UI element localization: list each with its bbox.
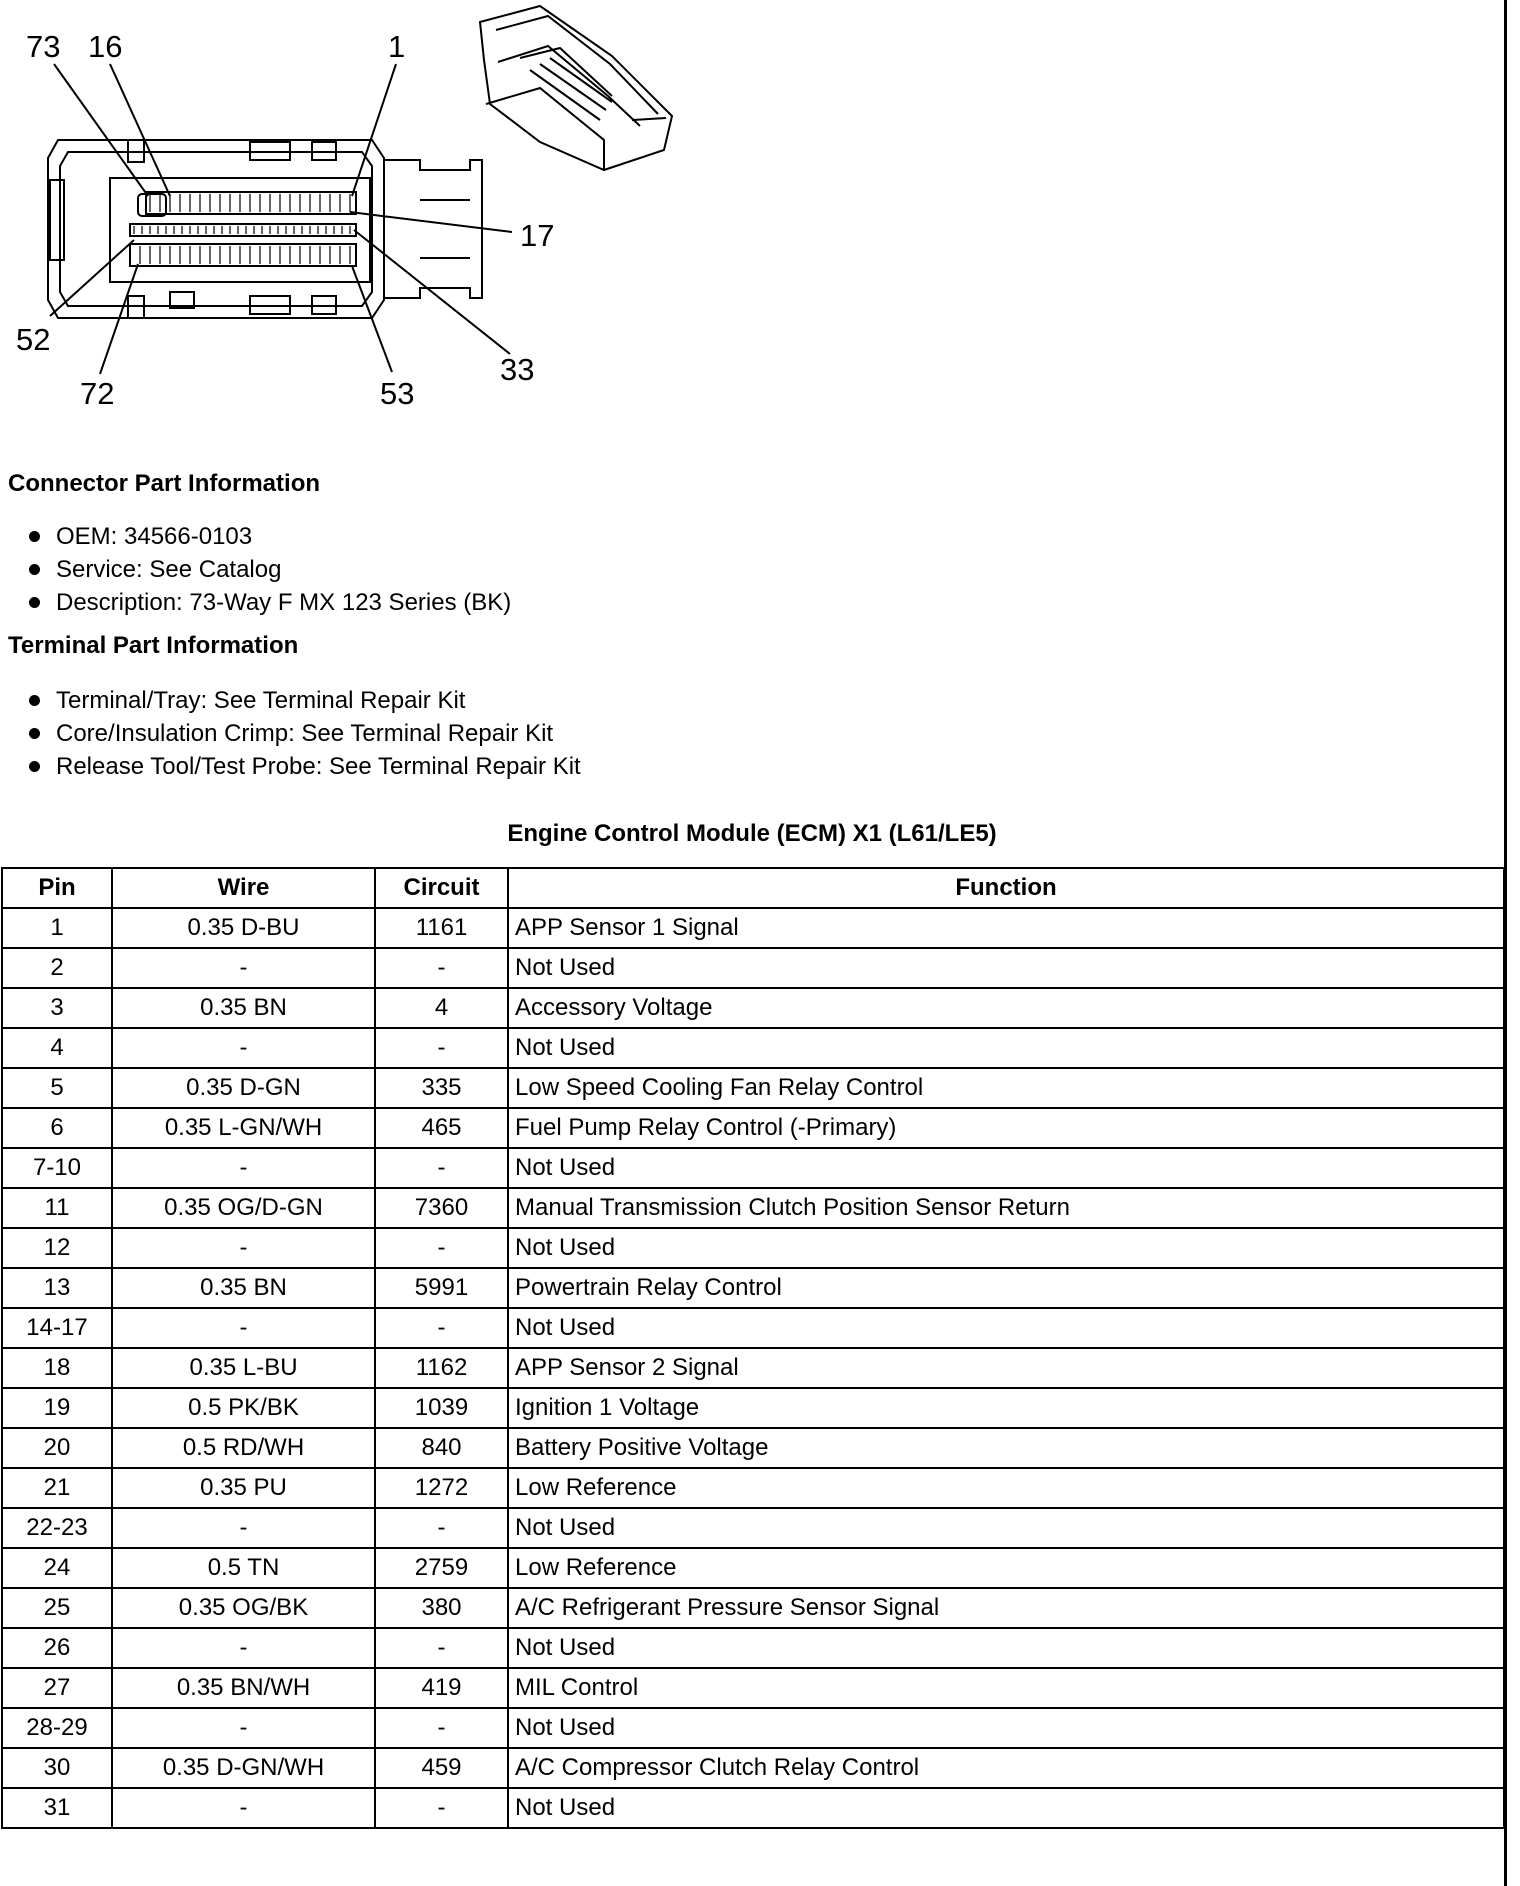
cell-function: Not Used [508, 1028, 1504, 1068]
table-row [2, 1148, 1504, 1188]
callout-53: 53 [380, 376, 415, 411]
cell-wire: 0.35 OG/BK [112, 1588, 375, 1628]
table-row [2, 1268, 1504, 1308]
cell-wire: 0.5 RD/WH [112, 1428, 375, 1468]
cell-circuit: 7360 [375, 1188, 508, 1228]
cell-function: A/C Compressor Clutch Relay Control [508, 1748, 1504, 1788]
table-row [2, 1548, 1504, 1588]
cell-circuit: - [375, 1628, 508, 1668]
terminal-info-list [24, 684, 581, 783]
table-row [2, 1428, 1504, 1468]
table-row [2, 1628, 1504, 1668]
cell-pin: 4 [2, 1028, 112, 1068]
connector-info-service: Service: See Catalog [24, 553, 511, 586]
cell-wire: - [112, 1228, 375, 1268]
header-pin: Pin [2, 868, 112, 908]
cell-wire: - [112, 1308, 375, 1348]
connector-drawing [0, 0, 700, 430]
cell-function: Not Used [508, 1308, 1504, 1348]
cell-wire: 0.35 BN/WH [112, 1668, 375, 1708]
cell-pin: 20 [2, 1428, 112, 1468]
connector-info-description: Description: 73-Way F MX 123 Series (BK) [24, 586, 511, 619]
cell-circuit: 1162 [375, 1348, 508, 1388]
cell-pin: 30 [2, 1748, 112, 1788]
table-row [2, 988, 1504, 1028]
cell-circuit: 380 [375, 1588, 508, 1628]
table-title: Engine Control Module (ECM) X1 (L61/LE5) [507, 820, 997, 847]
table-row [2, 1788, 1504, 1828]
cell-function: Not Used [508, 948, 1504, 988]
cell-circuit: 459 [375, 1748, 508, 1788]
header-wire: Wire [112, 868, 375, 908]
table-row [2, 1708, 1504, 1748]
leader-lines [50, 64, 512, 374]
cell-pin: 3 [2, 988, 112, 1028]
cell-wire: - [112, 1788, 375, 1828]
cell-wire: - [112, 1628, 375, 1668]
cell-circuit: 4 [375, 988, 508, 1028]
cell-wire: 0.35 L-GN/WH [112, 1108, 375, 1148]
cell-function: Not Used [508, 1148, 1504, 1188]
cell-circuit: - [375, 1708, 508, 1748]
table-row [2, 1588, 1504, 1628]
connector-info-title: Connector Part Information [8, 470, 321, 497]
terminal-info-release-tool: Release Tool/Test Probe: See Terminal Repair Kit [24, 750, 581, 783]
cell-wire: 0.35 D-GN/WH [112, 1748, 375, 1788]
cell-pin: 1 [2, 908, 112, 948]
cell-function: Accessory Voltage [508, 988, 1504, 1028]
cell-circuit: - [375, 1028, 508, 1068]
cell-circuit: 1161 [375, 908, 508, 948]
callout-52: 52 [16, 322, 51, 357]
cell-function: Ignition 1 Voltage [508, 1388, 1504, 1428]
table-row [2, 1508, 1504, 1548]
cell-circuit: 1039 [375, 1388, 508, 1428]
callout-73: 73 [26, 29, 61, 64]
cell-pin: 22-23 [2, 1508, 112, 1548]
cell-function: Battery Positive Voltage [508, 1428, 1504, 1468]
cell-function: Not Used [508, 1508, 1504, 1548]
cell-function: Fuel Pump Relay Control (-Primary) [508, 1108, 1504, 1148]
header-function: Function [508, 868, 1504, 908]
cell-circuit: - [375, 948, 508, 988]
cell-function: Low Speed Cooling Fan Relay Control [508, 1068, 1504, 1108]
cell-circuit: - [375, 1508, 508, 1548]
cell-pin: 26 [2, 1628, 112, 1668]
cell-function: Not Used [508, 1788, 1504, 1828]
cell-circuit: - [375, 1308, 508, 1348]
cell-pin: 27 [2, 1668, 112, 1708]
cell-wire: - [112, 1148, 375, 1188]
table-row [2, 1468, 1504, 1508]
callout-16: 16 [88, 29, 123, 64]
table-row [2, 908, 1504, 948]
cell-wire: - [112, 1708, 375, 1748]
pinout-table [1, 867, 1505, 1829]
table-row [2, 1348, 1504, 1388]
callout-1: 1 [388, 29, 406, 64]
cell-pin: 25 [2, 1588, 112, 1628]
cell-wire: 0.5 PK/BK [112, 1388, 375, 1428]
cell-wire: - [112, 1028, 375, 1068]
cell-wire: 0.35 D-BU [112, 908, 375, 948]
cell-pin: 7-10 [2, 1148, 112, 1188]
callout-33: 33 [500, 352, 535, 387]
table-row [2, 1228, 1504, 1268]
cell-function: APP Sensor 1 Signal [508, 908, 1504, 948]
cell-circuit: 419 [375, 1668, 508, 1708]
cell-wire: 0.5 TN [112, 1548, 375, 1588]
terminal-info-crimp: Core/Insulation Crimp: See Terminal Repair Kit [24, 717, 581, 750]
cell-circuit: 5991 [375, 1268, 508, 1308]
cell-wire: 0.35 D-GN [112, 1068, 375, 1108]
cell-wire: 0.35 BN [112, 1268, 375, 1308]
callout-72: 72 [80, 376, 115, 411]
cell-pin: 28-29 [2, 1708, 112, 1748]
cell-circuit: 2759 [375, 1548, 508, 1588]
cell-wire: 0.35 OG/D-GN [112, 1188, 375, 1228]
table-row [2, 1188, 1504, 1228]
cell-pin: 13 [2, 1268, 112, 1308]
connector-info-list [24, 520, 511, 619]
cell-pin: 2 [2, 948, 112, 988]
cell-function: MIL Control [508, 1668, 1504, 1708]
cell-circuit: - [375, 1228, 508, 1268]
table-row [2, 1068, 1504, 1108]
cell-pin: 21 [2, 1468, 112, 1508]
callout-17: 17 [520, 218, 555, 253]
cell-function: Not Used [508, 1628, 1504, 1668]
connector-info-oem: OEM: 34566-0103 [24, 520, 511, 553]
connector-illustration [0, 0, 700, 430]
connector-inset [480, 6, 672, 170]
table-row [2, 1388, 1504, 1428]
cell-pin: 11 [2, 1188, 112, 1228]
cell-function: Powertrain Relay Control [508, 1268, 1504, 1308]
cell-pin: 18 [2, 1348, 112, 1388]
table-header-row [2, 868, 1504, 908]
cell-function: Low Reference [508, 1548, 1504, 1588]
table-row [2, 1028, 1504, 1068]
table-row [2, 1108, 1504, 1148]
header-circuit: Circuit [375, 868, 508, 908]
cell-pin: 24 [2, 1548, 112, 1588]
cell-pin: 19 [2, 1388, 112, 1428]
cell-circuit: 335 [375, 1068, 508, 1108]
cell-wire: 0.35 L-BU [112, 1348, 375, 1388]
cell-pin: 14-17 [2, 1308, 112, 1348]
table-row [2, 1308, 1504, 1348]
cell-pin: 12 [2, 1228, 112, 1268]
cell-function: A/C Refrigerant Pressure Sensor Signal [508, 1588, 1504, 1628]
cell-function: Low Reference [508, 1468, 1504, 1508]
cell-function: Not Used [508, 1228, 1504, 1268]
cell-function: APP Sensor 2 Signal [508, 1348, 1504, 1388]
cell-wire: - [112, 1508, 375, 1548]
terminal-info-tray: Terminal/Tray: See Terminal Repair Kit [24, 684, 581, 717]
cell-circuit: 1272 [375, 1468, 508, 1508]
cell-pin: 5 [2, 1068, 112, 1108]
cell-function: Not Used [508, 1708, 1504, 1748]
table-row [2, 948, 1504, 988]
table-row [2, 1748, 1504, 1788]
cell-wire: 0.35 BN [112, 988, 375, 1028]
cell-circuit: - [375, 1148, 508, 1188]
cell-circuit: 840 [375, 1428, 508, 1468]
cell-wire: 0.35 PU [112, 1468, 375, 1508]
cell-pin: 31 [2, 1788, 112, 1828]
cell-circuit: 465 [375, 1108, 508, 1148]
cell-function: Manual Transmission Clutch Position Sensor Return [508, 1188, 1504, 1228]
table-row [2, 1668, 1504, 1708]
cell-wire: - [112, 948, 375, 988]
table-body [2, 908, 1504, 1828]
cell-pin: 6 [2, 1108, 112, 1148]
terminal-info-title: Terminal Part Information [8, 632, 299, 659]
cell-circuit: - [375, 1788, 508, 1828]
